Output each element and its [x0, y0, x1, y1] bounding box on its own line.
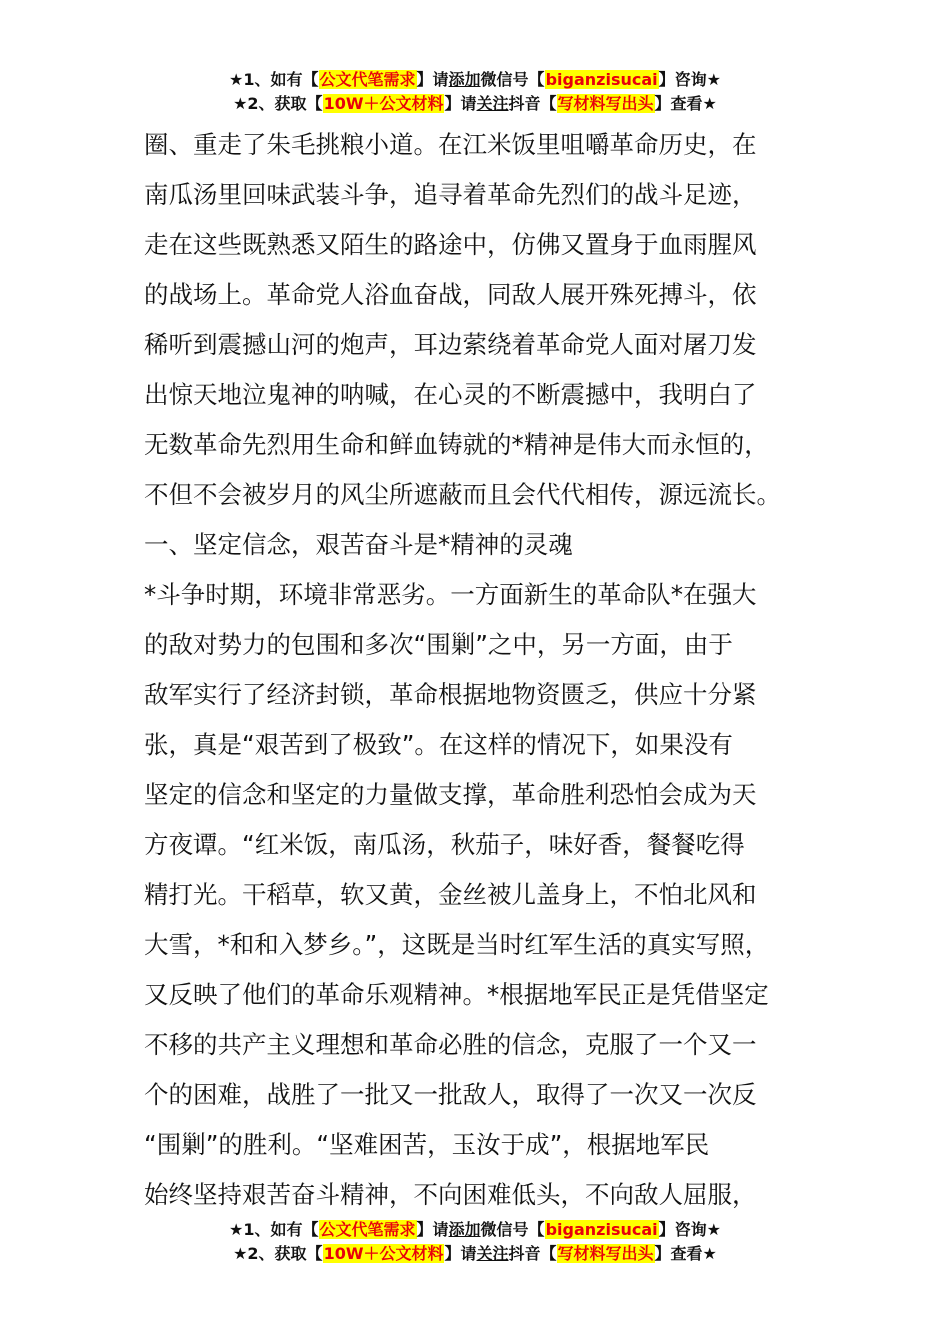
highlight-service: 公文代笔需求: [319, 70, 416, 89]
text-line: 又反映了他们的革命乐观精神。*根据地军民正是凭借坚定: [144, 980, 769, 1009]
highlight-douyin-account: 写材料写出头: [557, 94, 654, 113]
text-line: 始终坚持艰苦奋斗精神，不向困难低头，不向敌人屈服，: [144, 1180, 757, 1209]
text-line: 不移的共产主义理想和革命必胜的信念，克服了一个又一: [144, 1030, 757, 1059]
text-line: *斗争时期，环境非常恶劣。一方面新生的革命队*在强大: [144, 580, 757, 609]
promo-banner-top: [0, 68, 950, 116]
highlight-douyin-account: 写材料写出头: [557, 1244, 654, 1263]
banner-line-1: ★1、如有【公文代笔需求】请添加微信号【biganzisucai】咨询★: [229, 1220, 721, 1239]
banner-line-2: ★2、获取【10W＋公文材料】请关注抖音【写材料写出头】查看★: [233, 94, 717, 113]
highlight-materials: 10W＋公文材料: [323, 94, 444, 113]
text-line: 方夜谭。“红米饭，南瓜汤，秋茄子，味好香，餐餐吃得: [144, 830, 745, 859]
text-line: 圈、重走了朱毛挑粮小道。在江米饭里咀嚼革命历史，在: [144, 130, 757, 159]
highlight-materials: 10W＋公文材料: [323, 1244, 444, 1263]
text-line: 坚定的信念和坚定的力量做支撑，革命胜利恐怕会成为天: [144, 780, 757, 809]
banner-line-2: ★2、获取【10W＋公文材料】请关注抖音【写材料写出头】查看★: [233, 1244, 717, 1263]
text-line: 走在这些既熟悉又陌生的路途中，仿佛又置身于血雨腥风: [144, 230, 757, 259]
text-line: 稀听到震撼山河的炮声，耳边萦绕着革命党人面对屠刀发: [144, 330, 757, 359]
text-line: “围剿”的胜利。“坚难困苦，玉汝于成”，根据地军民: [144, 1130, 710, 1159]
section-heading: 一、坚定信念，艰苦奋斗是*精神的灵魂: [144, 530, 573, 559]
text-line: 的战场上。革命党人浴血奋战，同敌人展开殊死搏斗，依: [144, 280, 757, 309]
text-line: 大雪，*和和入梦乡。”，这既是当时红军生活的真实写照，: [144, 930, 770, 959]
document-body: [144, 120, 834, 1220]
text-line: 南瓜汤里回味武装斗争，追寻着革命先烈们的战斗足迹，: [144, 180, 757, 209]
text-line: 的敌对势力的包围和多次“围剿”之中，另一方面，由于: [144, 630, 733, 659]
text-line: 无数革命先烈用生命和鲜血铸就的*精神是伟大而永恒的，: [144, 430, 769, 459]
text-line: 精打光。干稻草，软又黄，金丝被儿盖身上，不怕北风和: [144, 880, 757, 909]
highlight-service: 公文代笔需求: [319, 1220, 416, 1239]
banner-line-1: ★1、如有【公文代笔需求】请添加微信号【biganzisucai】咨询★: [229, 70, 721, 89]
promo-banner-bottom: [0, 1218, 950, 1266]
highlight-wechat-id: biganzisucai: [545, 1220, 658, 1239]
text-line: 敌军实行了经济封锁，革命根据地物资匮乏，供应十分紧: [144, 680, 757, 709]
highlight-wechat-id: biganzisucai: [545, 70, 658, 89]
text-line: 不但不会被岁月的风尘所遮蔽而且会代代相传，源远流长。: [144, 480, 781, 509]
text-line: 出惊天地泣鬼神的呐喊，在心灵的不断震撼中，我明白了: [144, 380, 757, 409]
text-line: 个的困难，战胜了一批又一批敌人，取得了一次又一次反: [144, 1080, 757, 1109]
text-line: 张，真是“艰苦到了极致”。在这样的情况下，如果没有: [144, 730, 733, 759]
